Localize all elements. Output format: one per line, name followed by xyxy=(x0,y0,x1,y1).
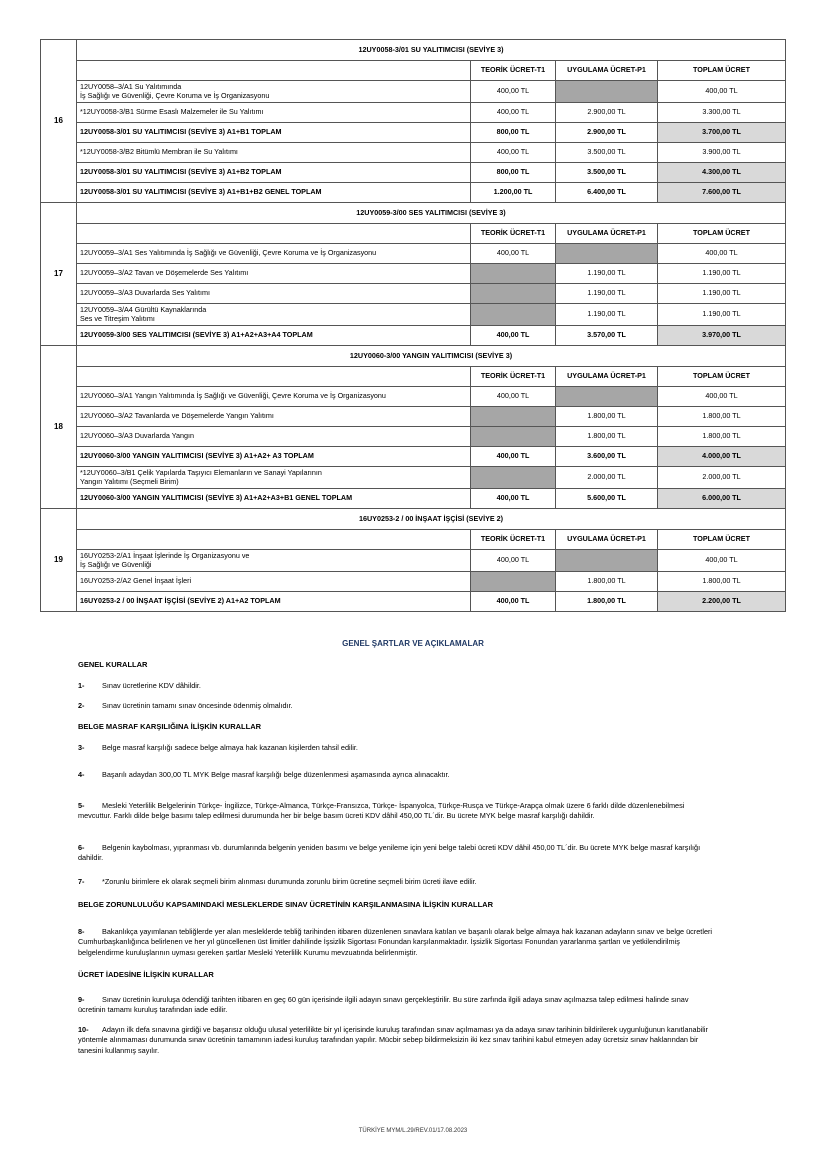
total-fee: 7.600,00 TL xyxy=(658,183,786,203)
table-row xyxy=(41,489,786,509)
uygulama-fee: 1.800,00 TL xyxy=(556,572,658,592)
unit-name-line: 12UY0059–3/A1 Ses Yalıtımında İş Sağlığı ve Güvenliği, Çevre Koruma ve İş Organizasyonu xyxy=(80,248,377,258)
header-teorik: TEORİK ÜCRET-T1 xyxy=(471,61,556,81)
unit-name xyxy=(77,592,471,612)
uygulama-fee: 3.600,00 TL xyxy=(556,447,658,467)
header-toplam: TOPLAM ÜCRET xyxy=(658,530,786,550)
header-blank xyxy=(77,224,471,244)
header-blank xyxy=(77,61,471,81)
teorik-fee: 800,00 TL xyxy=(471,123,556,143)
header-teorik: TEORİK ÜCRET-T1 xyxy=(471,530,556,550)
teorik-fee xyxy=(471,284,556,304)
section-heading: BELGE MASRAF KARŞILIĞINA İLİŞKİN KURALLAR xyxy=(78,722,262,731)
unit-name-line: 12UY0060-3/00 YANGIN YALITIMCISI (SEVİYE 3) A1+A2+A3+B1 GENEL TOPLAM xyxy=(80,493,353,503)
rule-number: 7- xyxy=(78,877,85,886)
header-teorik: TEORİK ÜCRET-T1 xyxy=(471,224,556,244)
table-row xyxy=(41,81,786,103)
total-fee: 3.900,00 TL xyxy=(658,143,786,163)
uygulama-fee: 2.900,00 TL xyxy=(556,103,658,123)
unit-name-line: 12UY0059–3/A2 Tavan ve Döşemelerde Ses Yalıtımı xyxy=(80,268,249,278)
header-uygulama: UYGULAMA ÜCRET-P1 xyxy=(556,224,658,244)
rule-text: Adayın ilk defa sınavına girdiği ve başarısız olduğu ulusal yeterlilikte bir yıl içerisinde kuruluş tarafından sınav açılmaması ya da adaya sınav tarihinin bildirilerek uygunluğunun kanıtlanabilir yöntemle alınmaması durumunda sınav ücretinin tamamının iadesi kuruluş tarafından yapılır. Mücbir sebep bildirmeksizin iki kez sınav tarihini kabul etmeyen aday ücretsiz sınav haklarından bir tanesini kullanmış sayılır. xyxy=(78,1025,708,1055)
table-row xyxy=(41,407,786,427)
uygulama-fee: 3.500,00 TL xyxy=(556,163,658,183)
header-toplam: TOPLAM ÜCRET xyxy=(658,367,786,387)
rule-number: 1- xyxy=(78,681,85,690)
total-fee: 3.970,00 TL xyxy=(658,326,786,346)
unit-name-line: Ses ve Titreşim Yalıtımı xyxy=(80,313,155,323)
unit-name-line: 12UY0060–3/A1 Yangın Yalıtımında İş Sağlığı ve Güvenliği, Çevre Koruma ve İş Organizasyonu xyxy=(80,391,386,401)
header-row xyxy=(41,61,786,81)
rule-item xyxy=(78,843,718,864)
teorik-fee xyxy=(471,304,556,326)
teorik-fee xyxy=(471,572,556,592)
qualification-title: 16UY0253-2 / 00 İNŞAAT İŞÇİSİ (SEVİYE 2) xyxy=(77,509,786,530)
rule-text: Mesleki Yeterlilik Belgelerinin Türkçe- İngilizce, Türkçe-Almanca, Türkçe-Fransızca, Türkçe- İspanyolca, Türkçe-Rusça ve Türkçe-Arapça olmak üzere 6 farklı dilde düzenlenebilmesi mevcuttur. Farklı dilde belge basımı talep edilmesi durumunda her bir belge basım ücreti KDV dâhil 450,00 TL´dir. Bu ücrete MYK belge masraf karşılığı dahildir. xyxy=(78,801,685,821)
unit-name-line: 12UY0059–3/A3 Duvarlarda Ses Yalıtımı xyxy=(80,288,210,298)
unit-name-line: İş Sağlığı ve Güvenliği, Çevre Koruma ve İş Organizasyonu xyxy=(80,90,270,100)
unit-name-line: 12UY0058–3/A1 Su Yalıtımında xyxy=(80,82,182,92)
uygulama-fee: 1.800,00 TL xyxy=(556,427,658,447)
qualification-number: 17 xyxy=(41,203,77,346)
rule-item xyxy=(78,1025,718,1056)
unit-name-line: 12UY0060–3/A3 Duvarlarda Yangın xyxy=(80,431,195,441)
table-row xyxy=(41,244,786,264)
unit-name-line: 16UY0253-2/A1 İnşaat İşlerinde İş Organizasyonu ve xyxy=(80,551,250,561)
table-row xyxy=(41,103,786,123)
section-heading: GENEL KURALLAR xyxy=(78,660,148,669)
table-row xyxy=(41,123,786,143)
qualification-number: 19 xyxy=(41,509,77,612)
unit-name-line: *12UY0058-3/B1 Sürme Esaslı Malzemeler ile Su Yalıtımı xyxy=(80,107,264,117)
qualification-title: 12UY0059-3/00 SES YALITIMCISI (SEVİYE 3) xyxy=(77,203,786,224)
unit-name xyxy=(77,143,471,163)
rule-number: 10- xyxy=(78,1025,89,1034)
footer-code: TÜRKİYE MYM/L.29/REV.01/17.08.2023 xyxy=(358,1128,468,1134)
uygulama-fee: 2.900,00 TL xyxy=(556,123,658,143)
table-row xyxy=(41,264,786,284)
unit-name-line: 12UY0058-3/01 SU YALITIMCISI (SEVİYE 3) A1+B1+B2 GENEL TOPLAM xyxy=(80,187,322,197)
teorik-fee: 1.200,00 TL xyxy=(471,183,556,203)
rule-item xyxy=(78,995,718,1016)
unit-name xyxy=(77,427,471,447)
total-fee: 400,00 TL xyxy=(658,81,786,103)
teorik-fee: 400,00 TL xyxy=(471,489,556,509)
uygulama-fee: 1.190,00 TL xyxy=(556,284,658,304)
group-title-row xyxy=(41,203,786,224)
teorik-fee: 400,00 TL xyxy=(471,143,556,163)
header-blank xyxy=(77,530,471,550)
rule-item xyxy=(78,801,718,822)
rule-number: 4- xyxy=(78,770,85,779)
total-fee: 3.700,00 TL xyxy=(658,123,786,143)
table-row xyxy=(41,572,786,592)
rule-number: 3- xyxy=(78,743,85,752)
unit-name-line: 12UY0058-3/01 SU YALITIMCISI (SEVİYE 3) A1+B2 TOPLAM xyxy=(80,167,282,177)
table-row xyxy=(41,387,786,407)
rule-number: 9- xyxy=(78,995,85,1004)
table-row xyxy=(41,163,786,183)
uygulama-fee: 5.600,00 TL xyxy=(556,489,658,509)
total-fee: 400,00 TL xyxy=(658,550,786,572)
teorik-fee: 400,00 TL xyxy=(471,592,556,612)
total-fee: 1.800,00 TL xyxy=(658,407,786,427)
table-row xyxy=(41,143,786,163)
unit-name-line: 12UY0059-3/00 SES YALITIMCISI (SEVİYE 3) A1+A2+A3+A4 TOPLAM xyxy=(80,330,313,340)
unit-name xyxy=(77,467,471,489)
header-teorik: TEORİK ÜCRET-T1 xyxy=(471,367,556,387)
total-fee: 2.000,00 TL xyxy=(658,467,786,489)
unit-name-line: 12UY0059–3/A4 Gürültü Kaynaklarında xyxy=(80,305,207,315)
header-toplam: TOPLAM ÜCRET xyxy=(658,224,786,244)
total-fee: 3.300,00 TL xyxy=(658,103,786,123)
uygulama-fee xyxy=(556,387,658,407)
total-fee: 400,00 TL xyxy=(658,244,786,264)
unit-name-line: 16UY0253-2/A2 Genel İnşaat İşleri xyxy=(80,576,192,586)
uygulama-fee: 1.190,00 TL xyxy=(556,264,658,284)
qualification-title: 12UY0060-3/00 YANGIN YALITIMCISI (SEVİYE 3) xyxy=(77,346,786,367)
table-row xyxy=(41,284,786,304)
rule-text: Sınav ücretinin kuruluşa ödendiği tarihten itibaren en geç 60 gün içerisinde ilgili adayın sınavı gerçekleştirilir. Bu süre zarfında ilgili adaya sınav açılmazsa talep edilmesi halinde sınav ücretinin tamamı kuruluş tarafından iade edilir. xyxy=(78,995,689,1015)
total-fee: 1.800,00 TL xyxy=(658,572,786,592)
unit-name-line: Yangın Yalıtımı (Seçmeli Birim) xyxy=(80,476,179,486)
table-row xyxy=(41,592,786,612)
header-uygulama: UYGULAMA ÜCRET-P1 xyxy=(556,530,658,550)
total-fee: 1.800,00 TL xyxy=(658,427,786,447)
rule-number: 8- xyxy=(78,927,85,936)
qualification-number: 18 xyxy=(41,346,77,509)
uygulama-fee: 3.500,00 TL xyxy=(556,143,658,163)
table-row xyxy=(41,467,786,489)
unit-name xyxy=(77,489,471,509)
rule-item xyxy=(78,681,718,691)
general-conditions-title: GENEL ŞARTLAR VE AÇIKLAMALAR xyxy=(342,639,484,648)
unit-name-line: 12UY0060–3/A2 Tavanlarda ve Döşemelerde Yangın Yalıtımı xyxy=(80,411,274,421)
total-fee: 1.190,00 TL xyxy=(658,264,786,284)
unit-name-line: *12UY0058-3/B2 Bitümlü Membran ile Su Yalıtımı xyxy=(80,147,238,157)
teorik-fee: 400,00 TL xyxy=(471,81,556,103)
header-row xyxy=(41,367,786,387)
teorik-fee: 800,00 TL xyxy=(471,163,556,183)
unit-name-line: *12UY0060–3/B1 Çelik Yapılarda Taşıyıcı Elemanların ve Sanayi Yapılarının xyxy=(80,468,322,478)
section-heading: BELGE ZORUNLULUĞU KAPSAMINDAKİ MESLEKLERDE SINAV ÜCRETİNİN KARŞILANMASINA İLİŞKİN KURALLAR xyxy=(78,900,493,909)
unit-name xyxy=(77,284,471,304)
uygulama-fee xyxy=(556,81,658,103)
teorik-fee xyxy=(471,407,556,427)
unit-name xyxy=(77,183,471,203)
unit-name-line: 12UY0060-3/00 YANGIN YALITIMCISI (SEVİYE 3) A1+A2+ A3 TOPLAM xyxy=(80,451,314,461)
unit-name xyxy=(77,81,471,103)
qualification-number: 16 xyxy=(41,40,77,203)
total-fee: 4.000,00 TL xyxy=(658,447,786,467)
rule-number: 6- xyxy=(78,843,85,852)
unit-name-line: 16UY0253-2 / 00 İNŞAAT İŞÇİSİ (SEVİYE 2) A1+A2 TOPLAM xyxy=(80,596,281,606)
teorik-fee xyxy=(471,427,556,447)
rule-text: Bakanlıkça yayımlanan tebliğlerde yer alan mesleklerde tebliğ tarihinden itibaren düzenlenen sınavlara katılan ve başarılı olarak belge almaya hak kazanan adayların sınav ve belge ücretleri Cumhurbaşkanlığınca belirlenen ve her yıl güncellenen üst limitler dahilinde İşsizlik Sigortası Fonundan karşılanmaktadır. İşsizlik Sigortası Fonundan yararlanma şartları ve yetkilendirilmiş belgelendirme kuruluşlarının uyması gereken şartlar Mesleki Yeterlilik Kurumu mevzuatında belirlenmiştir. xyxy=(78,927,713,957)
header-row xyxy=(41,530,786,550)
table-row xyxy=(41,550,786,572)
unit-name xyxy=(77,123,471,143)
rule-number: 5- xyxy=(78,801,85,810)
unit-name xyxy=(77,163,471,183)
unit-name xyxy=(77,387,471,407)
unit-name-line: 12UY0058-3/01 SU YALITIMCISI (SEVİYE 3) A1+B1 TOPLAM xyxy=(80,127,282,137)
unit-name xyxy=(77,407,471,427)
table-row xyxy=(41,326,786,346)
header-toplam: TOPLAM ÜCRET xyxy=(658,61,786,81)
header-blank xyxy=(77,367,471,387)
uygulama-fee: 1.190,00 TL xyxy=(556,304,658,326)
unit-name xyxy=(77,244,471,264)
header-row xyxy=(41,224,786,244)
uygulama-fee xyxy=(556,550,658,572)
rule-item xyxy=(78,927,718,958)
header-uygulama: UYGULAMA ÜCRET-P1 xyxy=(556,61,658,81)
rule-text: Belge masraf karşılığı sadece belge almaya hak kazanan kişilerden tahsil edilir. xyxy=(102,743,358,752)
rule-item xyxy=(78,701,718,711)
table-row xyxy=(41,304,786,326)
uygulama-fee: 6.400,00 TL xyxy=(556,183,658,203)
total-fee: 6.000,00 TL xyxy=(658,489,786,509)
unit-name xyxy=(77,264,471,284)
table-row xyxy=(41,427,786,447)
teorik-fee: 400,00 TL xyxy=(471,550,556,572)
rule-item xyxy=(78,770,718,780)
teorik-fee: 400,00 TL xyxy=(471,103,556,123)
teorik-fee: 400,00 TL xyxy=(471,447,556,467)
unit-name xyxy=(77,326,471,346)
teorik-fee xyxy=(471,264,556,284)
total-fee: 1.190,00 TL xyxy=(658,304,786,326)
total-fee: 4.300,00 TL xyxy=(658,163,786,183)
unit-name xyxy=(77,550,471,572)
group-title-row xyxy=(41,509,786,530)
group-title-row xyxy=(41,346,786,367)
uygulama-fee: 1.800,00 TL xyxy=(556,407,658,427)
table-row xyxy=(41,447,786,467)
teorik-fee: 400,00 TL xyxy=(471,387,556,407)
rule-text: Sınav ücretlerine KDV dâhildir. xyxy=(102,681,201,690)
uygulama-fee: 2.000,00 TL xyxy=(556,467,658,489)
header-uygulama: UYGULAMA ÜCRET-P1 xyxy=(556,367,658,387)
rule-item xyxy=(78,877,718,887)
unit-name xyxy=(77,447,471,467)
table-row xyxy=(41,183,786,203)
total-fee: 400,00 TL xyxy=(658,387,786,407)
teorik-fee: 400,00 TL xyxy=(471,244,556,264)
rule-text: Belgenin kaybolması, yıpranması vb. durumlarında belgenin yeniden basımı ve belge yenileme için yeni belge talebi ücreti KDV dâhil 450,00 TL´dir. Bu ücrete MYK belge masraf karşılığı dahildir. xyxy=(78,843,701,863)
rule-text: *Zorunlu birimlere ek olarak seçmeli birim alınması durumunda zorunlu birim ücretine seçmeli birim ücreti ilave edilir. xyxy=(102,877,477,886)
unit-name-line: İş Sağlığı ve Güvenliği xyxy=(80,559,152,569)
unit-name xyxy=(77,572,471,592)
teorik-fee: 400,00 TL xyxy=(471,326,556,346)
uygulama-fee: 3.570,00 TL xyxy=(556,326,658,346)
unit-name xyxy=(77,304,471,326)
section-heading: ÜCRET İADESİNE İLİŞKİN KURALLAR xyxy=(78,970,214,979)
total-fee: 2.200,00 TL xyxy=(658,592,786,612)
rule-text: Başarılı adaydan 300,00 TL MYK Belge masraf karşılığı belge düzenlenmesi aşamasında ayrıca alınacaktır. xyxy=(102,770,450,779)
rule-text: Sınav ücretinin tamamı sınav öncesinde ödenmiş olmalıdır. xyxy=(102,701,293,710)
rule-item xyxy=(78,743,718,753)
unit-name xyxy=(77,103,471,123)
rule-number: 2- xyxy=(78,701,85,710)
uygulama-fee xyxy=(556,244,658,264)
group-title-row xyxy=(41,40,786,61)
fee-table xyxy=(40,39,786,612)
uygulama-fee: 1.800,00 TL xyxy=(556,592,658,612)
total-fee: 1.190,00 TL xyxy=(658,284,786,304)
qualification-title: 12UY0058-3/01 SU YALITIMCISI (SEVİYE 3) xyxy=(77,40,786,61)
teorik-fee xyxy=(471,467,556,489)
